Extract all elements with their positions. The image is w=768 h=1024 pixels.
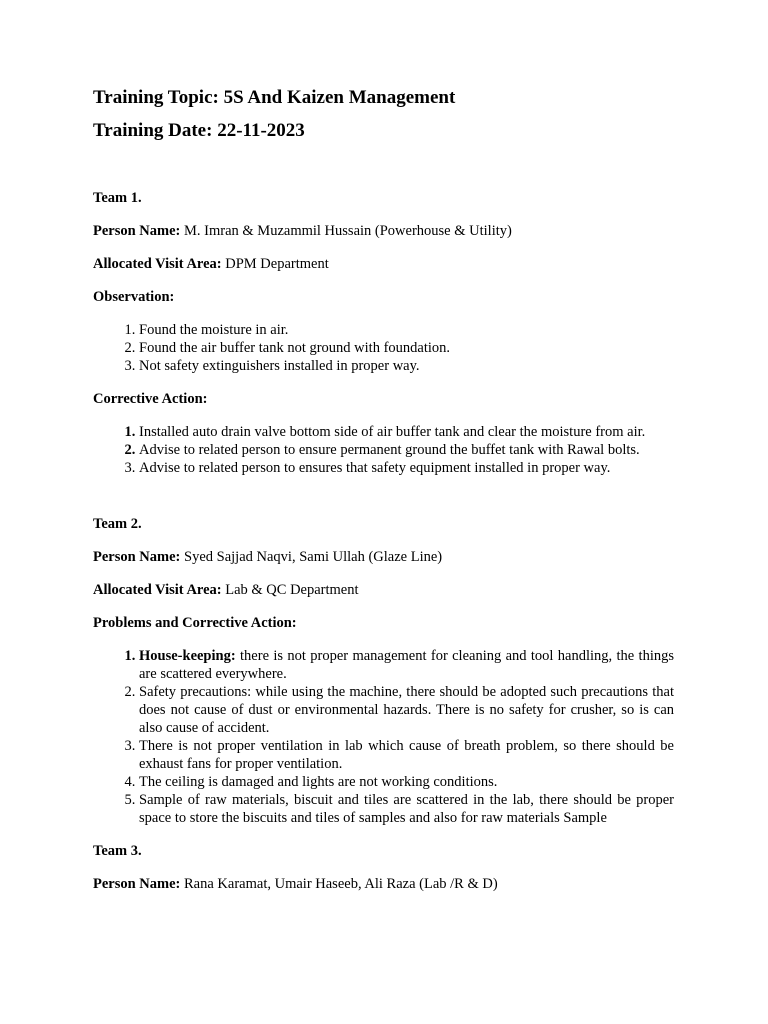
corrective-action-list bbox=[93, 423, 674, 477]
team-2-person-name bbox=[93, 548, 674, 566]
person-name-label: Person Name: bbox=[93, 549, 181, 565]
observation-list bbox=[93, 321, 674, 375]
housekeeping-label: House-keeping: bbox=[139, 648, 236, 664]
list-item: 2. Advise to related person to ensure permanent ground the buffet tank with Rawal bolts. bbox=[139, 441, 674, 459]
list-item: 3. Not safety extinguishers installed in proper way. bbox=[139, 357, 674, 375]
visit-area-label: Allocated Visit Area: bbox=[93, 582, 222, 598]
visit-area-label: Allocated Visit Area: bbox=[93, 256, 222, 272]
visit-area-value: Lab & QC Department bbox=[225, 582, 359, 598]
person-name-value: Syed Sajjad Naqvi, Sami Ullah (Glaze Line) bbox=[184, 549, 443, 565]
list-item: 1. Installed auto drain valve bottom side of air buffer tank and clear the moisture from air. bbox=[139, 423, 674, 441]
list-item: 2. Safety precautions: while using the machine, there should be adopted such precautions that does not cause of dust or environmental hazards. There is no safety for crusher, so is can also cause of accident. bbox=[139, 683, 674, 737]
team-2-visit-area bbox=[93, 581, 674, 599]
team-3-person-name bbox=[93, 875, 674, 893]
visit-area-value: DPM Department bbox=[225, 256, 329, 272]
list-item bbox=[139, 647, 674, 683]
person-name-label: Person Name: bbox=[93, 223, 181, 239]
team-2-heading: Team 2. bbox=[93, 516, 142, 532]
training-topic-value: 5S And Kaizen Management bbox=[223, 87, 456, 108]
list-item: 4. The ceiling is damaged and lights are not working conditions. bbox=[139, 773, 674, 791]
housekeeping-text: there is not proper management for cleaning and tool handling, the things are scattered everywhere. bbox=[139, 648, 675, 682]
person-name-value: M. Imran & Muzammil Hussain (Powerhouse & Utility) bbox=[184, 223, 512, 239]
list-item: 1. Found the moisture in air. bbox=[139, 321, 674, 339]
training-topic-label: Training Topic: bbox=[93, 87, 219, 108]
problems-heading: Problems and Corrective Action: bbox=[93, 615, 297, 631]
training-date-value: 22-11-2023 bbox=[217, 120, 305, 141]
training-date-label: Training Date: bbox=[93, 120, 213, 141]
team-1-visit-area bbox=[93, 255, 674, 273]
list-item: 3. Advise to related person to ensures that safety equipment installed in proper way. bbox=[139, 459, 674, 477]
list-item: 5. Sample of raw materials, biscuit and tiles are scattered in the lab, there should be proper space to store the biscuits and tiles of samples and also for raw materials Sample bbox=[139, 791, 674, 827]
training-date bbox=[93, 119, 674, 143]
problems-list bbox=[93, 647, 674, 827]
corrective-action-heading: Corrective Action: bbox=[93, 391, 208, 407]
list-item: 2. Found the air buffer tank not ground with foundation. bbox=[139, 339, 674, 357]
person-name-label: Person Name: bbox=[93, 876, 181, 892]
list-item: 3. There is not proper ventilation in lab which cause of breath problem, so there should be exhaust fans for proper ventilation. bbox=[139, 737, 674, 773]
observation-heading: Observation: bbox=[93, 289, 175, 305]
training-topic bbox=[93, 86, 674, 110]
team-3-heading: Team 3. bbox=[93, 843, 142, 859]
team-1-heading: Team 1. bbox=[93, 190, 142, 206]
person-name-value: Rana Karamat, Umair Haseeb, Ali Raza (Lab /R & D) bbox=[184, 876, 498, 892]
document-page bbox=[93, 86, 674, 893]
team-1-person-name bbox=[93, 222, 674, 240]
